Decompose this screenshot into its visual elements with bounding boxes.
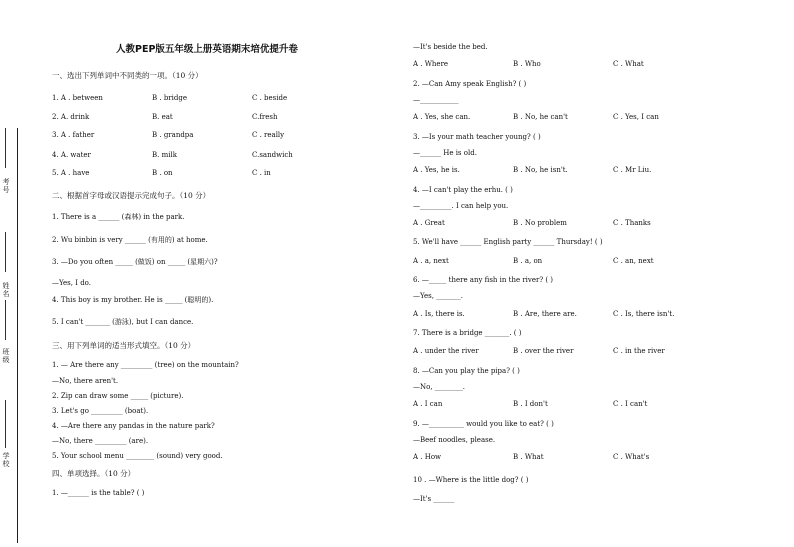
question-text: 10 . —Where is the little dog? ( )	[413, 476, 529, 484]
question-text: 5. We'll have ______ English party ______ Thursday! ( )	[413, 238, 603, 246]
option-c: C . I can't	[613, 400, 648, 408]
option-c: C . Is, there isn't.	[613, 310, 675, 318]
question-text: 3. —Is your math teacher young? ( )	[413, 133, 541, 141]
s3-line: —No, there _________ (are).	[52, 437, 149, 445]
option-c: C . Mr Liu.	[613, 166, 652, 174]
s1-q2-option-c: C.fresh	[252, 113, 278, 121]
s1-q3-option-c: C . really	[252, 131, 285, 139]
option-b: B . No, he isn't.	[513, 166, 568, 174]
question-text: 8. —Can you play the pipa? ( )	[413, 367, 520, 375]
option-a: A . under the river	[413, 347, 479, 355]
option-a: A . Yes, she can.	[413, 113, 471, 121]
option-b: B . I don't	[513, 400, 548, 408]
s3-line: 5. Your school menu ________ (sound) very good.	[52, 452, 223, 460]
option-b: B . a, on	[513, 257, 543, 265]
s1-q4-option-b: B. milk	[152, 151, 177, 159]
s3-line: 1. — Are there any _________ (tree) on the mountain?	[52, 361, 239, 369]
option-a: A . Is, there is.	[413, 310, 465, 318]
exam-number-label: 考号	[2, 178, 10, 194]
s1-q1-option-b: B . bridge	[152, 94, 187, 102]
question-text: 2. —Can Amy speak English? ( )	[413, 80, 527, 88]
question-text: —Yes, _______.	[413, 292, 463, 300]
binding-line	[17, 128, 18, 543]
s1-q2-option-b: B. eat	[152, 113, 173, 121]
s2-line: —Yes, I do.	[52, 279, 91, 287]
school-label: 学校	[2, 452, 10, 468]
school-blank[interactable]	[5, 400, 6, 448]
exam-number-blank[interactable]	[5, 128, 6, 168]
option-a: A . a, next	[413, 257, 449, 265]
s3-line: 2. Zip can draw some _____ (picture).	[52, 392, 184, 400]
question-text: 9. —__________ would you like to eat? ( )	[413, 420, 554, 428]
option-b: B . What	[513, 453, 544, 461]
section3-heading: 三、用下列单词的适当形式填空。（10 分）	[52, 341, 196, 350]
option-c: C . an, next	[613, 257, 654, 265]
q1-option-c: C . What	[613, 60, 644, 68]
s1-q1-option-a: 1. A . between	[52, 94, 103, 102]
s3-line: 4. —Are there any pandas in the nature park?	[52, 422, 215, 430]
page-title: 人教PEP版五年级上册英语期末培优提升卷	[116, 44, 298, 55]
q1-option-b: B . Who	[513, 60, 541, 68]
section1-heading: 一、选出下列单词中不同类的一项。（10 分）	[52, 71, 203, 80]
option-a: A . Great	[413, 219, 445, 227]
s3-line: 3. Let's go _________ (boat).	[52, 407, 149, 415]
option-c: C . Thanks	[613, 219, 651, 227]
s1-q2-option-a: 2. A. drink	[52, 113, 90, 121]
s1-q4-option-c: C.sandwich	[252, 151, 293, 159]
s1-q5-option-c: C . in	[252, 169, 271, 177]
s1-q3-option-b: B . grandpa	[152, 131, 194, 139]
s2-line: 3. —Do you often _____ (做饭) on _____ (星期六)?	[52, 258, 218, 266]
class-blank[interactable]	[5, 300, 6, 340]
s1-q3-option-a: 3. A . father	[52, 131, 95, 139]
q1-option-a: A . Where	[413, 60, 449, 68]
option-c: C . Yes, I can	[613, 113, 659, 121]
s3-line: —No, there aren't.	[52, 377, 119, 385]
q1-answer-line: —It's beside the bed.	[413, 43, 488, 51]
option-c: C . What's	[613, 453, 650, 461]
name-label: 姓名	[2, 282, 10, 298]
option-a: A . I can	[413, 400, 443, 408]
option-c: C . in the river	[613, 347, 665, 355]
s1-q1-option-c: C . beside	[252, 94, 288, 102]
s1-q4-option-a: 4. A. water	[52, 151, 91, 159]
question-text: —______ He is old.	[413, 149, 477, 157]
section4-heading: 四、单项选择。（10 分）	[52, 469, 136, 478]
s2-line: 4. This boy is my brother. He is _____ (聪明的).	[52, 296, 214, 304]
section2-heading: 二、根据首字母或汉语提示完成句子。（10 分）	[52, 191, 211, 200]
option-b: B . Are, there are.	[513, 310, 577, 318]
question-text: —Beef noodles, please.	[413, 436, 496, 444]
option-b: B . No, he can't	[513, 113, 568, 121]
question-text: —_________. I can help you.	[413, 202, 509, 210]
option-b: B . No problem	[513, 219, 567, 227]
s1-q5-option-b: B . on	[152, 169, 173, 177]
option-b: B . over the river	[513, 347, 574, 355]
option-a: A . How	[413, 453, 442, 461]
question-text: 4. —I can't play the erhu. ( )	[413, 186, 513, 194]
s2-line: 2. Wu binbin is very ______ (有用的) at home.	[52, 236, 208, 244]
s2-line: 5. I can't _______ (游泳), but I can dance.	[52, 318, 194, 326]
question-text: 6. —_____ there any fish in the river? ( )	[413, 276, 554, 284]
option-a: A . Yes, he is.	[413, 166, 460, 174]
question-text: —___________	[413, 96, 459, 104]
s1-q5-option-a: 5. A . have	[52, 169, 90, 177]
s2-line: 1. There is a ______ (森林) in the park.	[52, 213, 185, 221]
class-label: 班级	[2, 348, 10, 364]
question-text: 7. There is a bridge _______. ( )	[413, 329, 522, 337]
s4-q1-text: 1. —______ is the table? ( )	[52, 489, 145, 497]
question-text: —It's ______	[413, 495, 455, 503]
name-blank[interactable]	[5, 232, 6, 272]
question-text: —No, ________.	[413, 383, 466, 391]
binding-strip	[0, 0, 32, 547]
